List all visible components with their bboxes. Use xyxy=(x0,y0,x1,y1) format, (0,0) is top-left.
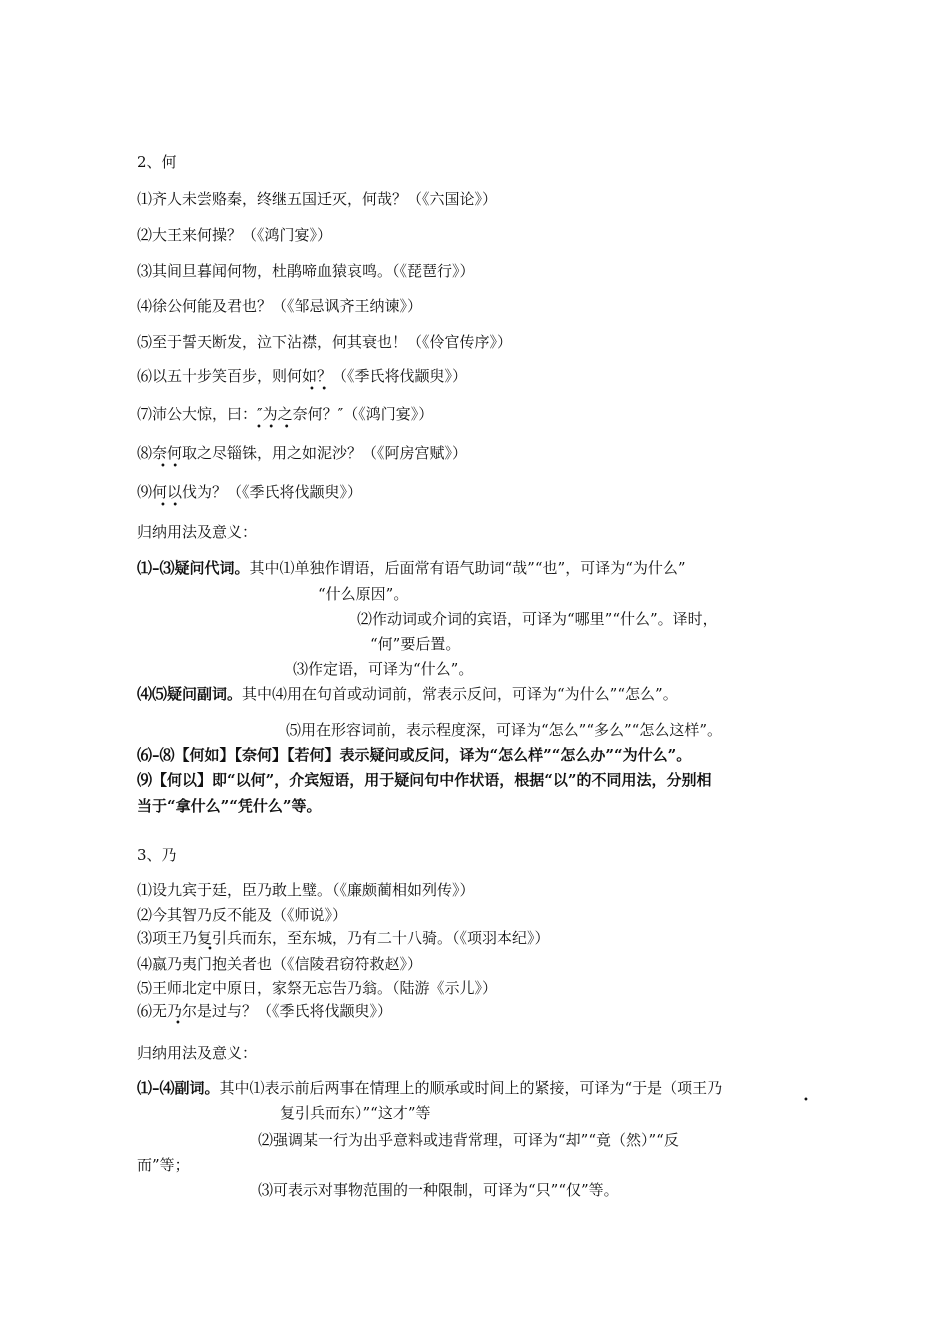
example-8: ⑻奈何取之尽锱铢，用之如泥沙？（《阿房宫赋》） xyxy=(137,444,468,462)
example-4: ⑷嬴乃夷门抱关者也（《信陵君窃符救赵》） xyxy=(137,955,423,973)
example-4: ⑷徐公何能及君也？（《邹忌讽齐王纳谏》） xyxy=(137,297,423,315)
emphasis-dots: • xyxy=(803,1095,809,1106)
usage-line: ⑸用在形容词前，表示程度深，可译为“怎么”“多么”“怎么这样”。 xyxy=(286,721,723,739)
usage-label: ⑴–⑷副词。 xyxy=(137,1079,220,1097)
usage-line: 复引兵而东）”“这才”等 xyxy=(280,1104,431,1122)
usage-text: 其中⑴表示前后两事在情理上的顺承或时间上的紧接，可译为“于是（项王乃 xyxy=(219,1079,723,1097)
summary-title: 归纳用法及意义： xyxy=(137,523,258,541)
usage-line: ⑶作定语，可译为“什么”。 xyxy=(293,660,474,678)
emphasis-dots: • xyxy=(207,944,213,955)
usage-text: 其中⑴单独作谓语，后面常有语气助词“哉”“也”，可译为“为什么” xyxy=(249,559,686,577)
example-2: ⑵大王来何操？（《鸿门宴》） xyxy=(137,226,333,244)
summary-title: 归纳用法及意义： xyxy=(137,1044,258,1062)
usage-line: ⑶可表示对事物范围的一种限制，可译为“只”“仅”等。 xyxy=(258,1181,619,1199)
example-7: ⑺沛公大惊，曰：″为之奈何？″（《鸿门宴》） xyxy=(137,405,434,423)
example-5: ⑸王师北定中原日，家祭无忘告乃翁。（陆游《示儿》） xyxy=(137,979,498,997)
usage-line xyxy=(137,684,678,704)
example-1: ⑴齐人未尝赂秦，终继五国迁灭，何哉？（《六国论》） xyxy=(137,190,498,208)
usage-line: 而”等； xyxy=(137,1156,190,1174)
usage-line xyxy=(137,558,686,578)
section-heading: 2、何 xyxy=(137,153,177,171)
emphasis-dots: • • xyxy=(160,500,179,511)
example-1: ⑴设九宾于廷，臣乃敢上璧。（《廉颇蔺相如列传》） xyxy=(137,881,475,899)
example-9: ⑼何以伐为？（《季氏将伐颛臾》） xyxy=(137,483,363,501)
example-3: ⑶其间旦暮闻何物，杜鹃啼血猿哀鸣。（《琵琶行》） xyxy=(137,262,475,280)
emphasis-dots: • • xyxy=(309,384,328,395)
usage-line: 当于“拿什么”“凭什么”等。 xyxy=(137,797,322,815)
emphasis-dots: • • xyxy=(160,461,179,472)
example-3: ⑶项王乃复引兵而东，至东城，乃有二十八骑。（《项羽本纪》） xyxy=(137,929,550,947)
usage-line: ⑹–⑻【何如】【奈何】【若何】表示疑问或反问，译为“怎么样”“怎么办”“为什么”。 xyxy=(137,746,692,764)
example-6: ⑹无乃尔是过与？（《季氏将伐颛臾》） xyxy=(137,1002,393,1020)
emphasis-dots: • xyxy=(175,1018,181,1029)
usage-label: ⑷⑸疑问副词。 xyxy=(137,685,243,703)
usage-line: ⑵强调某一行为出乎意料或违背常理，可译为“却”“竟（然）”“反 xyxy=(258,1131,679,1149)
example-5: ⑸至于誓天断发，泣下沾襟，何其衰也！（《伶官传序》） xyxy=(137,333,513,351)
example-2: ⑵今其智乃反不能及（《师说》） xyxy=(137,906,348,924)
emphasis-dots: • • • xyxy=(256,422,290,433)
usage-line xyxy=(137,1078,722,1098)
usage-line: “何”要后置。 xyxy=(370,635,461,653)
usage-line: ⑼【何以】即“以何”，介宾短语，用于疑问句中作状语，根据“以”的不同用法，分别相 xyxy=(137,771,712,789)
usage-label: ⑴–⑶疑问代词。 xyxy=(137,559,250,577)
usage-text: 其中⑷用在句首或动词前，常表示反问，可译为“为什么”“怎么”。 xyxy=(242,685,678,703)
usage-line: “什么原因”。 xyxy=(318,585,409,603)
example-6: ⑹以五十步笑百步，则何如？（《季氏将伐颛臾》） xyxy=(137,367,468,385)
section-heading: 3、乃 xyxy=(137,846,177,864)
usage-line: ⑵作动词或介词的宾语，可译为“哪里”“什么”。译时， xyxy=(357,610,718,628)
